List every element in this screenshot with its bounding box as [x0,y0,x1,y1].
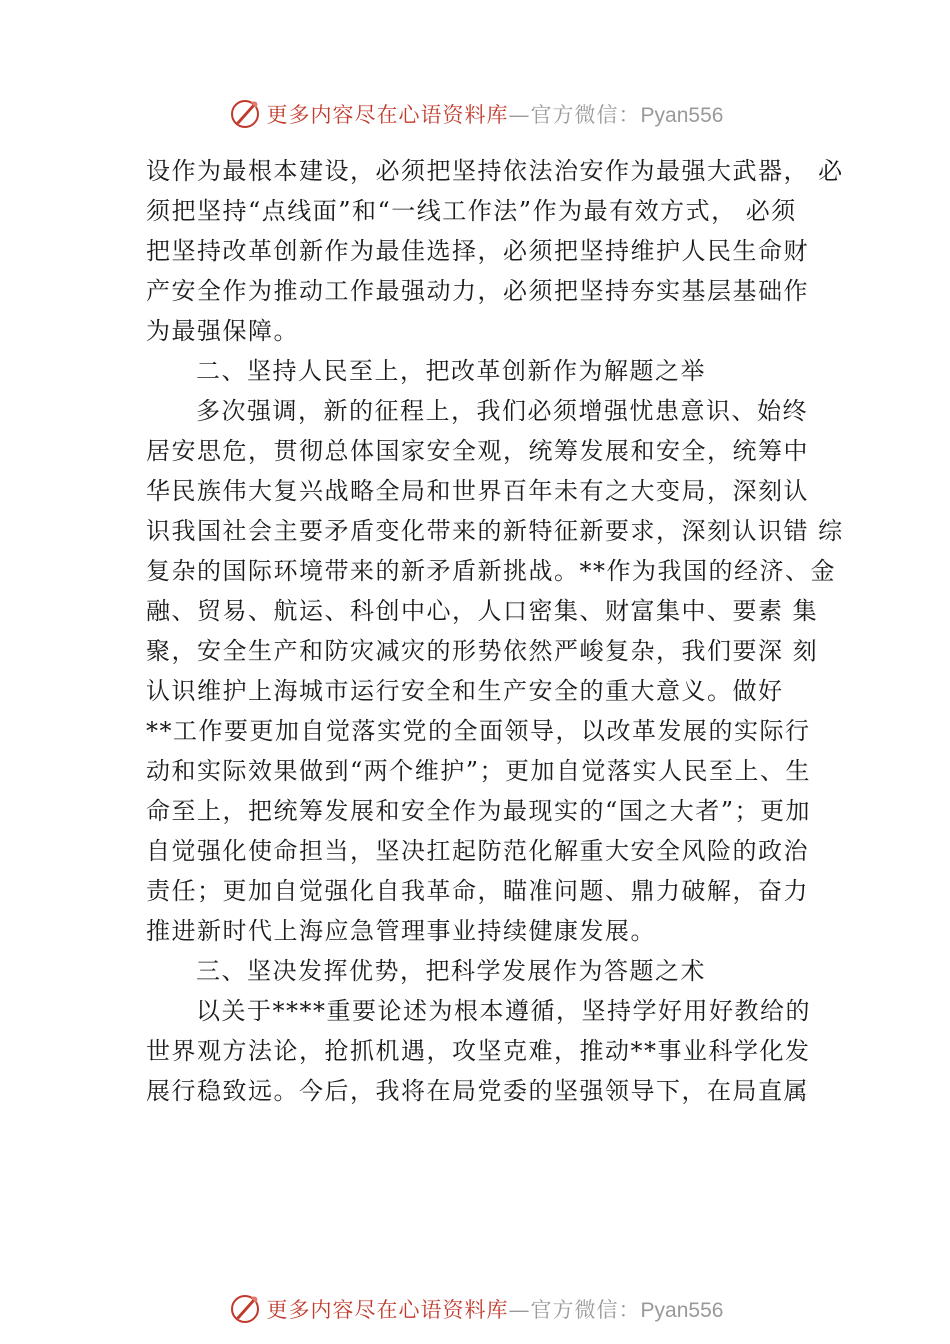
banner-text: 更多内容尽在心语资料库 [266,103,509,127]
body-line: 命至上，把统筹发展和安全作为最现实的“国之大者”；更加 [146,797,812,825]
body-line: 多次强调，新的征程上，我们必须增强忧患意识、始终 [196,397,808,425]
footer-watermark-banner [0,1287,950,1331]
banner-wechat-label: 官方微信： [530,103,641,127]
quill-logo-icon [227,1291,263,1327]
body-line: 展行稳致远。今后，我将在局党委的坚强领导下，在局直属 [146,1077,809,1105]
body-line: 以关于****重要论述为根本遵循，坚持学好用好教给的 [196,997,811,1025]
body-line: 设作为最根本建设，必须把坚持依法治安作为最强大武器， 必 [146,157,844,185]
body-line: 识我国社会主要矛盾变化带来的新特征新要求，深刻认识错 综 [146,517,844,545]
banner-dash: — [508,103,531,127]
banner-wechat-id: Pyan556 [640,104,724,127]
body-line: 聚，安全生产和防灾减灾的形势依然严峻复杂，我们要深 刻 [146,637,819,665]
body-line: 动和实际效果做到“两个维护”；更加自觉落实人民至上、生 [146,757,812,785]
body-line: 须把坚持“点线面”和“一线工作法”作为最有效方式， 必须 [146,197,797,225]
section-heading-2: 二、坚持人民至上，把改革创新作为解题之举 [196,357,706,385]
body-line: 为最强保障。 [146,317,299,345]
quill-logo-icon [227,96,263,132]
header-watermark-banner [0,92,950,136]
body-line: 居安思危，贯彻总体国家安全观，统筹发展和安全，统筹中 [146,437,809,465]
body-line: 推进新时代上海应急管理事业持续健康发展。 [146,917,656,945]
body-line: 产安全作为推动工作最强动力，必须把坚持夯实基层基础作 [146,277,809,305]
banner-dash: — [508,1298,531,1322]
body-line: **工作要更加自觉落实党的全面领导，以改革发展的实际行 [146,717,811,745]
body-line: 把坚持改革创新作为最佳选择，必须把坚持维护人民生命财 [146,237,809,265]
body-line: 责任；更加自觉强化自我革命，瞄准问题、鼎力破解，奋力 [146,877,809,905]
section-heading-3: 三、坚决发挥优势，把科学发展作为答题之术 [196,957,706,985]
banner-text: 更多内容尽在心语资料库 [266,1298,509,1322]
body-line: 自觉强化使命担当，坚决扛起防范化解重大安全风险的政治 [146,837,809,865]
body-line: 复杂的国际环境带来的新矛盾新挑战。**作为我国的经济、金 [146,557,836,585]
banner-wechat-label: 官方微信： [530,1298,641,1322]
body-line: 华民族伟大复兴战略全局和世界百年未有之大变局，深刻认 [146,477,809,505]
document-body [146,151,844,1111]
banner-wechat-id: Pyan556 [640,1299,724,1322]
body-line: 世界观方法论，抢抓机遇，攻坚克难，推动**事业科学化发 [146,1037,811,1065]
body-line: 认识维护上海城市运行安全和生产安全的重大意义。做好 [146,677,784,705]
body-line: 融、贸易、航运、科创中心，人口密集、财富集中、要素 集 [146,597,819,625]
